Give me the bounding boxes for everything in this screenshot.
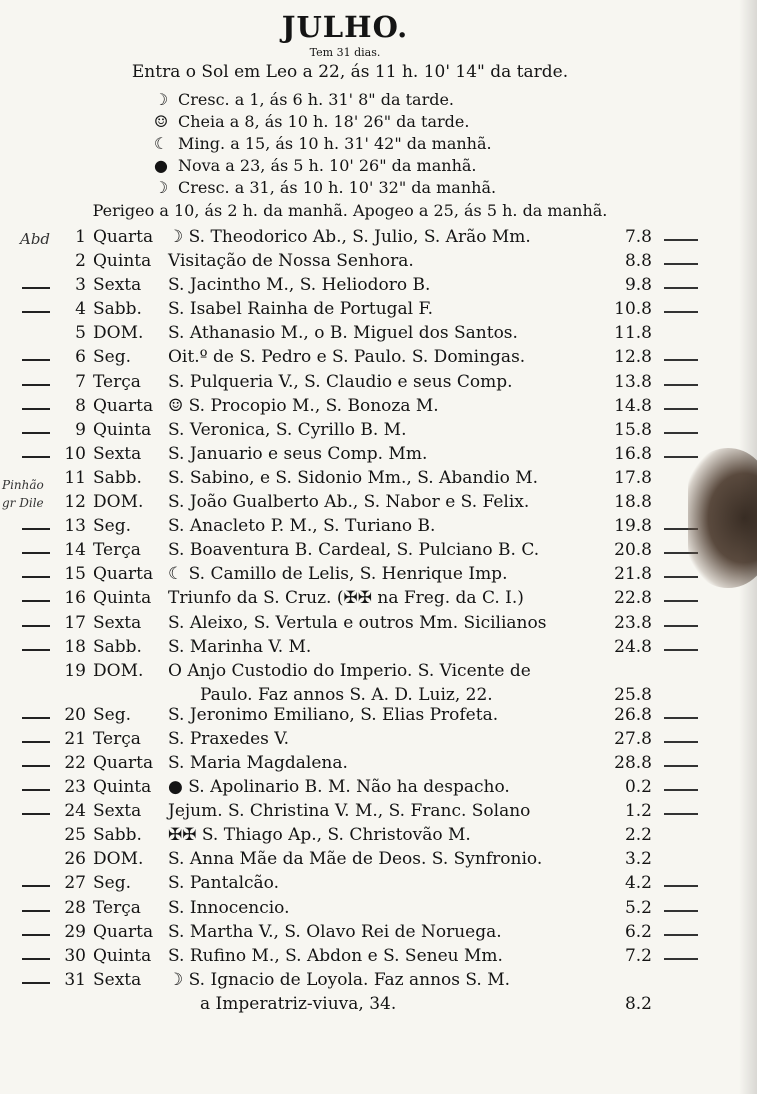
moon-phase-text: Nova a 23, ás 5 h. 10' 26" da manhã.: [178, 155, 477, 175]
pen-dash-mark: [664, 625, 698, 627]
day-number: 9: [75, 419, 86, 440]
pen-dash-mark: [664, 934, 698, 936]
moon-phase-2: [150, 110, 496, 132]
perigee-line: Perigeo a 10, ás 2 h. da manhã. Apogeo a 25, ás 5 h. da manhã.: [92, 201, 608, 220]
day-value: 18.8: [614, 492, 652, 513]
day-entry-text: S. Maria Magdalena.: [168, 752, 348, 773]
day-value: 15.8: [614, 419, 652, 440]
day-value: 11.8: [614, 323, 652, 344]
weekday: Seg.: [93, 516, 131, 537]
pen-dash-mark: [22, 600, 50, 602]
pen-dash-mark: [664, 649, 698, 651]
day-number: 2: [75, 251, 86, 272]
day-row: [0, 753, 757, 777]
day-number: 10: [64, 443, 86, 464]
moon-phase-text: Cheia a 8, ás 10 h. 18' 26" da tarde.: [178, 111, 470, 131]
day-number: 25: [64, 825, 86, 846]
pen-dash-mark: [22, 934, 50, 936]
day-number: 30: [64, 945, 86, 966]
day-row: [0, 323, 757, 347]
day-row: [0, 613, 757, 637]
day-entry-text: O Anjo Custodio do Imperio. S. Vicente de: [168, 660, 531, 681]
pen-dash-mark: [664, 741, 698, 743]
day-entry-text: a Imperatriz-viuva, 34.: [200, 993, 397, 1014]
day-entry-text: ☽ S. Theodorico Ab., S. Julio, S. Arão Mm.: [168, 227, 531, 247]
weekday: Seg.: [93, 347, 131, 368]
day-number: 22: [64, 752, 86, 773]
day-row: [0, 801, 757, 825]
day-row: [0, 729, 757, 753]
day-row: [0, 946, 757, 970]
day-row-continuation: [0, 994, 757, 1014]
day-number: 11: [64, 467, 86, 488]
day-number: 31: [64, 969, 86, 990]
page-edge-shadow: [739, 0, 757, 1094]
waxing-moon-icon: ☽: [153, 177, 169, 197]
day-value: 14.8: [614, 395, 652, 416]
day-value: 25.8: [614, 684, 652, 705]
day-row: [0, 492, 757, 516]
day-number: 17: [64, 612, 86, 633]
weekday: DOM.: [93, 323, 144, 344]
day-value: 6.2: [624, 921, 652, 942]
pen-dash-mark: [664, 789, 698, 791]
day-entry-text: S. Athanasio M., o B. Miguel dos Santos.: [168, 323, 518, 344]
day-number: 26: [64, 849, 86, 870]
pen-dash-mark: [22, 982, 50, 984]
day-value: 19.8: [614, 516, 652, 537]
day-number: 21: [64, 728, 86, 749]
day-number: 5: [75, 323, 86, 344]
day-entry-text: ☺ S. Procopio M., S. Bonoza M.: [168, 395, 439, 416]
day-value: 0.2: [624, 777, 652, 798]
pen-dash-mark: [22, 789, 50, 791]
day-row: [0, 420, 757, 444]
day-value: 13.8: [614, 371, 652, 392]
weekday: Seg.: [93, 704, 131, 725]
day-entry-text: S. Jacintho M., S. Heliodoro B.: [168, 275, 431, 296]
day-entry-text: Triunfo da S. Cruz. (✠✠ na Freg. da C. I.): [168, 588, 524, 609]
day-value: 17.8: [614, 467, 652, 488]
day-entry-text: S. Januario e seus Comp. Mm.: [168, 443, 428, 464]
day-number: 7: [75, 371, 86, 392]
weekday: Sexta: [93, 612, 142, 633]
pen-dash-mark: [664, 456, 698, 458]
day-number: 28: [64, 897, 86, 918]
pen-dash-mark: [664, 239, 698, 241]
day-value: 8.2: [624, 993, 652, 1014]
day-entry-text: S. Veronica, S. Cyrillo B. M.: [168, 419, 407, 440]
day-entry-text: S. Pulqueria V., S. Claudio e seus Comp.: [168, 371, 513, 392]
day-entry-text: Visitação de Nossa Senhora.: [168, 251, 414, 272]
day-row: [0, 372, 757, 396]
pen-dash-mark: [22, 717, 50, 719]
day-entry-text: ☽ S. Ignacio de Loyola. Faz annos S. M.: [168, 969, 511, 990]
pen-dash-mark: [664, 885, 698, 887]
day-value: 4.2: [624, 873, 652, 894]
day-entry-text: S. Anna Mãe da Mãe de Deos. S. Synfronio.: [168, 849, 543, 870]
moon-phase-text: Cresc. a 1, ás 6 h. 31' 8" da tarde.: [178, 89, 455, 109]
weekday: Seg.: [93, 873, 131, 894]
sun-entry-line: Entra o Sol em Leo a 22, ás 11 h. 10' 14" da tarde.: [131, 62, 569, 82]
day-value: 9.8: [624, 275, 652, 296]
weekday: Sabb.: [93, 299, 142, 320]
day-number: 13: [64, 516, 86, 537]
pen-dash-mark: [664, 432, 698, 434]
pen-dash-mark: [664, 717, 698, 719]
weekday: DOM.: [93, 849, 144, 870]
day-value: 3.2: [624, 849, 652, 870]
day-row: [0, 251, 757, 275]
full-moon-icon: ☺: [153, 111, 169, 131]
weekday: Quarta: [93, 752, 154, 773]
day-row: [0, 444, 757, 468]
day-row: [0, 825, 757, 849]
day-entry-text: S. Rufino M., S. Abdon e S. Seneu Mm.: [168, 945, 503, 966]
handwritten-note: gr Dile: [2, 496, 44, 510]
pen-dash-mark: [664, 408, 698, 410]
weekday: Quarta: [93, 395, 154, 416]
pen-dash-mark: [22, 649, 50, 651]
day-number: 12: [64, 492, 86, 513]
day-number: 1: [75, 227, 86, 247]
weekday: Sabb.: [93, 825, 142, 846]
pen-dash-mark: [22, 528, 50, 530]
pen-dash-mark: [22, 885, 50, 887]
day-value: 27.8: [614, 728, 652, 749]
day-value: 5.2: [624, 897, 652, 918]
day-number: 16: [64, 588, 86, 609]
day-row: [0, 849, 757, 873]
day-row: [0, 564, 757, 588]
day-row: [0, 396, 757, 420]
weekday: DOM.: [93, 660, 144, 681]
pen-dash-mark: [22, 311, 50, 313]
pen-dash-mark: [22, 359, 50, 361]
pen-dash-mark: [22, 384, 50, 386]
day-entry-text: S. Martha V., S. Olavo Rei de Noruega.: [168, 921, 502, 942]
waxing-moon-icon: ☽: [153, 89, 169, 109]
day-entry-text: S. Pantalcão.: [168, 873, 280, 894]
handwritten-note: Pinhão: [2, 478, 44, 492]
moon-phase-text: Ming. a 15, ás 10 h. 31' 42" da manhã.: [178, 133, 492, 153]
moon-phase-3: [150, 132, 496, 154]
weekday: Sexta: [93, 275, 142, 296]
day-row: [0, 275, 757, 299]
day-entry-text: ● S. Apolinario B. M. Não ha despacho.: [168, 777, 510, 798]
new-moon-icon: ●: [154, 155, 168, 175]
day-number: 23: [64, 777, 86, 798]
day-entry-text: S. Boaventura B. Cardeal, S. Pulciano B. C.: [168, 540, 540, 561]
weekday: Terça: [93, 371, 141, 392]
pen-dash-mark: [22, 576, 50, 578]
day-row: [0, 227, 757, 251]
day-value: 1.2: [624, 801, 652, 822]
day-number: 15: [64, 564, 86, 585]
moon-phase-1: [150, 88, 496, 110]
pen-dash-mark: [664, 958, 698, 960]
pen-dash-mark: [664, 384, 698, 386]
weekday: Terça: [93, 728, 141, 749]
day-entry-text: Oit.º de S. Pedro e S. Paulo. S. Domingas.: [168, 347, 526, 368]
day-value: 26.8: [614, 704, 652, 725]
day-entry-text: S. Marinha V. M.: [168, 636, 312, 657]
day-number: 27: [64, 873, 86, 894]
pen-dash-mark: [22, 910, 50, 912]
day-row: [0, 922, 757, 946]
day-row: [0, 661, 757, 685]
day-value: 24.8: [614, 636, 652, 657]
day-number: 19: [64, 660, 86, 681]
day-value: 7.8: [624, 227, 652, 247]
day-value: 10.8: [614, 299, 652, 320]
day-entry-text: S. Sabino, e S. Sidonio Mm., S. Abandio M.: [168, 467, 539, 488]
pen-dash-mark: [22, 408, 50, 410]
day-number: 29: [64, 921, 86, 942]
day-row: [0, 516, 757, 540]
day-row: [0, 299, 757, 323]
weekday: Terça: [93, 897, 141, 918]
pen-dash-mark: [22, 625, 50, 627]
day-row: [0, 777, 757, 801]
weekday: Quinta: [93, 419, 152, 440]
weekday: Sexta: [93, 969, 142, 990]
day-entry-text: S. Aleixo, S. Vertula e outros Mm. Sicilianos: [168, 612, 547, 633]
day-number: 24: [64, 801, 86, 822]
calendar-days: [0, 227, 757, 1014]
day-row: [0, 873, 757, 897]
day-value: 28.8: [614, 752, 652, 773]
page-title: JULHO.: [281, 10, 409, 44]
pen-dash-mark: [22, 741, 50, 743]
day-number: 3: [75, 275, 86, 296]
day-value: 23.8: [614, 612, 652, 633]
day-entry-text: S. Innocencio.: [168, 897, 290, 918]
weekday: Sabb.: [93, 467, 142, 488]
day-value: 12.8: [614, 347, 652, 368]
day-value: 8.8: [624, 251, 652, 272]
day-number: 20: [64, 704, 86, 725]
day-value: 20.8: [614, 540, 652, 561]
day-entry-text: Paulo. Faz annos S. A. D. Luiz, 22.: [200, 684, 493, 705]
weekday: Quinta: [93, 588, 152, 609]
day-number: 6: [75, 347, 86, 368]
moon-phase-5: [150, 176, 496, 198]
weekday: Sexta: [93, 801, 142, 822]
day-value: 22.8: [614, 588, 652, 609]
moon-phase-4: [150, 154, 496, 176]
pen-dash-mark: [22, 958, 50, 960]
weekday: Quinta: [93, 777, 152, 798]
day-row: [0, 637, 757, 661]
handwritten-note: Abd: [20, 230, 51, 248]
pen-dash-mark: [22, 456, 50, 458]
weekday: Quarta: [93, 564, 154, 585]
pen-dash-mark: [22, 552, 50, 554]
day-row: [0, 970, 757, 994]
day-row: [0, 347, 757, 371]
day-entry-text: S. João Gualberto Ab., S. Nabor e S. Felix.: [168, 492, 530, 513]
weekday: DOM.: [93, 492, 144, 513]
day-value: 2.2: [624, 825, 652, 846]
pen-dash-mark: [664, 576, 698, 578]
pen-dash-mark: [22, 432, 50, 434]
weekday: Sexta: [93, 443, 142, 464]
weekday: Quarta: [93, 227, 154, 247]
pen-dash-mark: [664, 765, 698, 767]
day-row: [0, 588, 757, 612]
day-number: 14: [64, 540, 86, 561]
moon-phase-text: Cresc. a 31, ás 10 h. 10' 32" da manhã.: [178, 177, 497, 197]
weekday: Quinta: [93, 945, 152, 966]
day-entry-text: S. Isabel Rainha de Portugal F.: [168, 299, 434, 320]
waning-moon-icon: ☾: [153, 133, 169, 153]
day-number: 8: [75, 395, 86, 416]
day-row: [0, 540, 757, 564]
day-row: [0, 468, 757, 492]
pen-dash-mark: [664, 910, 698, 912]
day-entry-text: ✠✠ S. Thiago Ap., S. Christovão M.: [168, 825, 471, 846]
pen-dash-mark: [664, 311, 698, 313]
pen-dash-mark: [664, 813, 698, 815]
day-row-continuation: [0, 685, 757, 705]
day-number: 4: [75, 299, 86, 320]
pen-dash-mark: [664, 263, 698, 265]
day-entry-text: Jejum. S. Christina V. M., S. Franc. Solano: [168, 801, 531, 822]
pen-dash-mark: [22, 287, 50, 289]
day-entry-text: S. Jeronimo Emiliano, S. Elias Profeta.: [168, 704, 499, 725]
page-subtitle: Tem 31 dias.: [309, 46, 381, 59]
day-value: 7.2: [624, 945, 652, 966]
weekday: Sabb.: [93, 636, 142, 657]
moon-phases: [150, 88, 496, 198]
pen-dash-mark: [22, 765, 50, 767]
day-value: 16.8: [614, 443, 652, 464]
day-value: 21.8: [614, 564, 652, 585]
pen-dash-mark: [22, 813, 50, 815]
day-entry-text: S. Anacleto P. M., S. Turiano B.: [168, 516, 436, 537]
pen-dash-mark: [664, 600, 698, 602]
pen-dash-mark: [664, 287, 698, 289]
day-row: [0, 705, 757, 729]
weekday: Quinta: [93, 251, 152, 272]
weekday: Terça: [93, 540, 141, 561]
day-row: [0, 898, 757, 922]
day-number: 18: [64, 636, 86, 657]
day-entry-text: ☾ S. Camillo de Lelis, S. Henrique Imp.: [168, 564, 508, 585]
pen-dash-mark: [664, 359, 698, 361]
weekday: Quarta: [93, 921, 154, 942]
day-entry-text: S. Praxedes V.: [168, 728, 289, 749]
